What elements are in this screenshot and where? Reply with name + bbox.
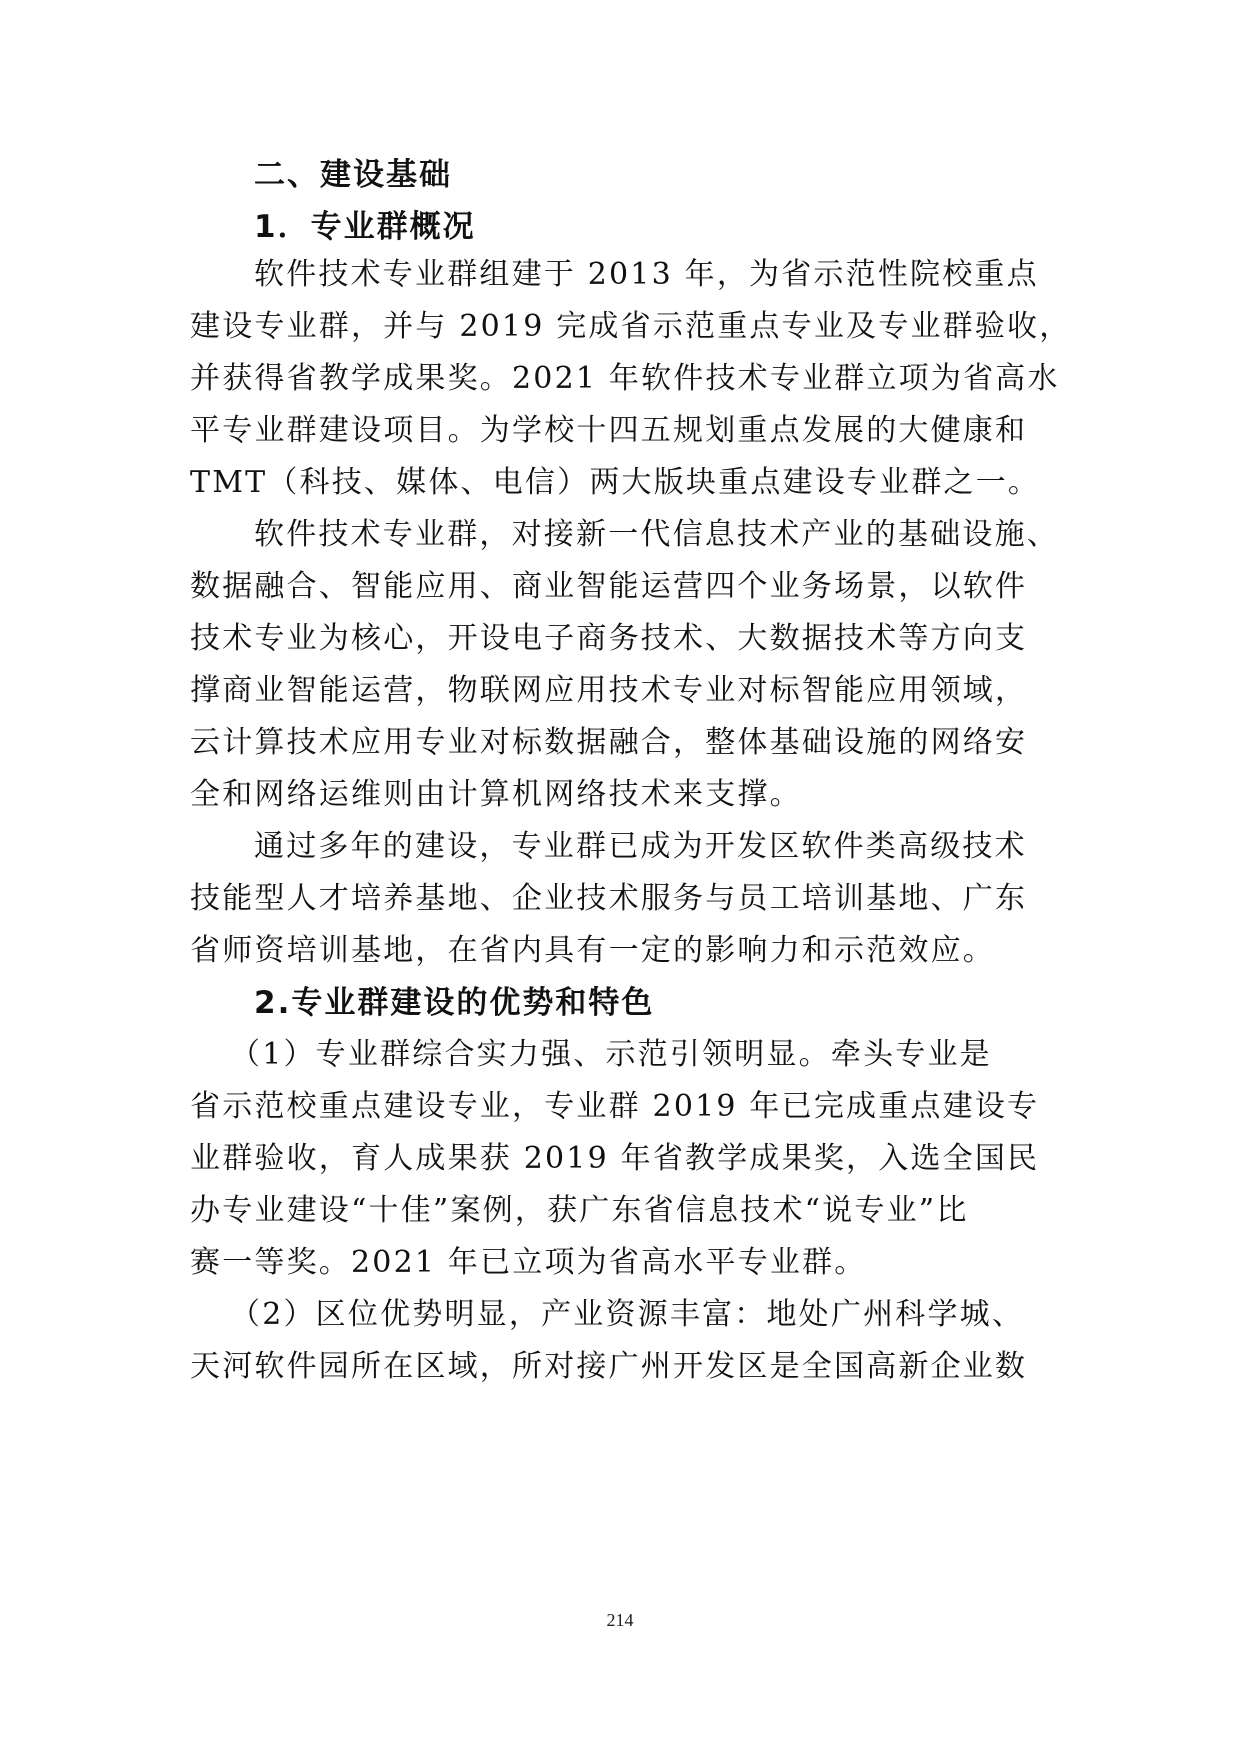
- paragraph-line: 业群验收，育人成果获 2019 年省教学成果奖，入选全国民: [190, 1141, 1040, 1176]
- paragraph-line: 软件技术专业群，对接新一代信息技术产业的基础设施、: [254, 517, 1059, 552]
- paragraph-line: 通过多年的建设，专业群已成为开发区软件类高级技术: [254, 829, 1027, 864]
- paragraph-line: 省师资培训基地，在省内具有一定的影响力和示范效应。: [190, 933, 995, 968]
- paragraph-line: 技能型人才培养基地、企业技术服务与员工培训基地、广东: [190, 881, 1028, 916]
- paragraph-line: 软件技术专业群组建于 2013 年，为省示范性院校重点: [254, 257, 1039, 292]
- paragraph-line: 数据融合、智能应用、商业智能运营四个业务场景，以软件: [190, 569, 1028, 604]
- paragraph-line: 云计算技术应用专业对标数据融合，整体基础设施的网络安: [190, 725, 1028, 760]
- paragraph-line: 平专业群建设项目。为学校十四五规划重点发展的大健康和: [190, 413, 1028, 448]
- paragraph-line: 撑商业智能运营，物联网应用技术专业对标智能应用领域，: [190, 673, 1028, 708]
- page-number: 214: [606, 1610, 634, 1630]
- paragraph-line: 天河软件园所在区域，所对接广州开发区是全国高新企业数: [190, 1349, 1028, 1384]
- paragraph-line: 办专业建设“十佳”案例，获广东省信息技术“说专业”比: [190, 1193, 969, 1228]
- paragraph-line: （2）区位优势明显，产业资源丰富：地处广州科学城、: [230, 1297, 1025, 1332]
- subsection-heading-overview: 1．专业群概况: [254, 209, 476, 245]
- section-heading: 二、建设基础: [254, 157, 452, 193]
- paragraph-line: 全和网络运维则由计算机网络技术来支撑。: [190, 777, 802, 812]
- paragraph-line: 技术专业为核心，开设电子商务技术、大数据技术等方向支: [190, 621, 1028, 656]
- paragraph-line: 并获得省教学成果奖。2021 年软件技术专业群立项为省高水: [190, 361, 1060, 396]
- paragraph-line: 建设专业群，并与 2019 完成省示范重点专业及专业群验收，: [190, 309, 1072, 344]
- paragraph-line: 省示范校重点建设专业，专业群 2019 年已完成重点建设专: [190, 1089, 1040, 1124]
- paragraph-line: （1）专业群综合实力强、示范引领明显。牵头专业是: [230, 1037, 992, 1072]
- paragraph-line: 赛一等奖。2021 年已立项为省高水平专业群。: [190, 1245, 867, 1280]
- paragraph-line: TMT（科技、媒体、电信）两大版块重点建设专业群之一。: [190, 465, 1041, 500]
- subsection-heading-advantages: 2.专业群建设的优势和特色: [254, 985, 655, 1021]
